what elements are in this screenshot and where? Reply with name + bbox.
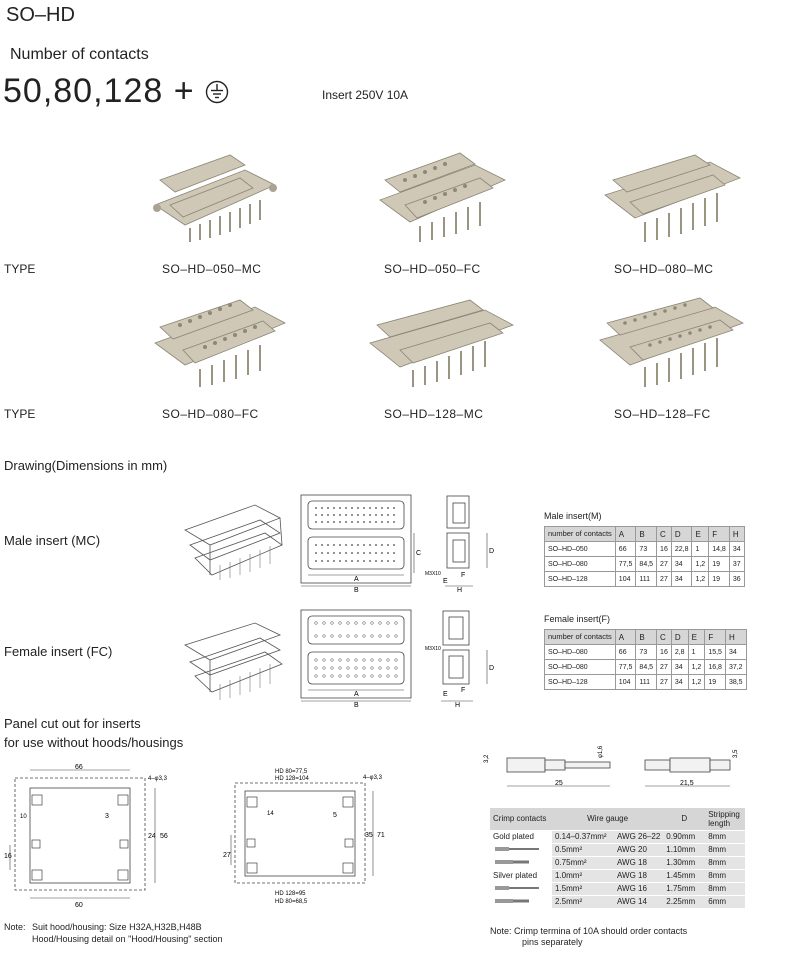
- crimp-note-line2: pins separately: [522, 937, 583, 947]
- table-cell: 6mm: [705, 895, 745, 908]
- male-insert-label: Male insert (MC): [4, 533, 101, 548]
- female-insert-table: [544, 629, 747, 690]
- contact-group: Silver plated: [490, 869, 552, 882]
- table-cell: 19: [709, 572, 730, 587]
- panel-note-line2: Hood/Housing detail on "Hood/Housing" section: [32, 934, 223, 944]
- panel-cutout-50-drawing: [0, 760, 185, 910]
- dim-60: 60: [75, 902, 83, 909]
- table-cell: 0.5mm²: [552, 843, 614, 856]
- table-row: [490, 843, 745, 856]
- product-image-128-fc: [595, 295, 745, 390]
- contact-icon: [490, 843, 552, 856]
- model-label: SO–HD–128–FC: [614, 407, 711, 421]
- product-image-128-mc: [365, 295, 515, 390]
- dim-3: 3: [105, 813, 109, 820]
- table-cell: 1.75mm: [663, 882, 705, 895]
- table-header-cell: A: [615, 630, 636, 645]
- table-header-cell: Wire gauge: [552, 808, 663, 830]
- table-cell: AWG 14: [614, 895, 663, 908]
- panel-note-label: Note:: [4, 922, 26, 932]
- dim-hd80: HD 80=77,5: [275, 769, 308, 775]
- dim-label-e: E: [443, 578, 448, 585]
- table-header-cell: Stripping length: [705, 808, 745, 830]
- type-label-row2: TYPE: [4, 407, 36, 421]
- table-cell: 36: [729, 572, 744, 587]
- table-header-cell: C: [657, 630, 672, 645]
- table-row: [545, 645, 747, 660]
- table-cell: 34: [729, 542, 744, 557]
- table-header-cell: number of contacts: [545, 527, 616, 542]
- dim-hd80-bottom: HD 80=68,5: [275, 899, 308, 905]
- table-cell: AWG 20: [614, 843, 663, 856]
- table-cell: 1.30mm: [663, 856, 705, 869]
- dim-71: 71: [377, 832, 385, 839]
- table-cell: 1.10mm: [663, 843, 705, 856]
- contact-dim-3-5: 3,5: [733, 749, 739, 758]
- table-cell: 1: [688, 645, 705, 660]
- table-header-cell: E: [692, 527, 709, 542]
- table-cell: 37: [729, 557, 744, 572]
- table-header-cell: H: [729, 527, 744, 542]
- table-cell: 19: [709, 557, 730, 572]
- dim-16: 16: [4, 853, 12, 860]
- table-cell: 38,5: [725, 675, 746, 690]
- table-header-row: [545, 630, 747, 645]
- female-side-drawing: [425, 608, 500, 708]
- dim-14: 14: [267, 811, 274, 817]
- panel-cutout-80-128-drawing: [215, 765, 400, 910]
- ground-icon: [205, 80, 229, 104]
- table-cell: AWG 18: [614, 869, 663, 882]
- dim-66: 66: [75, 764, 83, 771]
- female-contact-drawing: [640, 738, 760, 793]
- table-header-cell: F: [705, 630, 726, 645]
- dim-label-a: A: [354, 691, 359, 698]
- page-title: SO–HD: [6, 4, 75, 26]
- product-image-080-mc: [595, 150, 745, 245]
- table-cell: 8mm: [705, 830, 745, 843]
- table-header-cell: Crimp contacts: [490, 808, 552, 830]
- contact-length-25: 25: [555, 780, 563, 787]
- table-row: [545, 660, 747, 675]
- table-cell: 16: [657, 542, 672, 557]
- table-cell: 1,2: [688, 675, 705, 690]
- model-label: SO–HD–128–MC: [384, 407, 484, 421]
- table-cell: SO–HD–128: [545, 675, 616, 690]
- model-label: SO–HD–050–FC: [384, 262, 481, 276]
- table-cell: 34: [671, 675, 688, 690]
- table-header-row: [545, 527, 745, 542]
- table-cell: 104: [615, 675, 636, 690]
- table-header-cell: B: [636, 527, 657, 542]
- panel-title-2: for use without hoods/housings: [4, 735, 184, 750]
- table-cell: 84,5: [636, 557, 657, 572]
- male-insert-table: [544, 526, 745, 587]
- dim-label-b: B: [354, 587, 359, 594]
- dim-label-d: D: [489, 665, 495, 672]
- dim-5: 5: [333, 812, 337, 819]
- dim-label-f: F: [461, 572, 466, 579]
- drawing-title: Drawing(Dimensions in mm): [4, 458, 168, 473]
- dim-hd128: HD 128=104: [275, 776, 309, 782]
- panel-title-1: Panel cut out for inserts: [4, 716, 141, 731]
- dim-56: 56: [160, 833, 168, 840]
- product-image-050-mc: [135, 150, 285, 245]
- model-label: SO–HD–050–MC: [162, 262, 262, 276]
- table-cell: 8mm: [705, 856, 745, 869]
- table-row: [545, 557, 745, 572]
- screw-size-female: M3X10: [425, 646, 441, 652]
- dim-label-e: E: [443, 691, 448, 698]
- contact-dim-phi-1-6: φ1,6: [598, 745, 604, 758]
- product-image-050-fc: [365, 150, 515, 245]
- table-cell: AWG 16: [614, 882, 663, 895]
- table-cell: SO–HD–128: [545, 572, 616, 587]
- table-cell: 1.0mm²: [552, 869, 614, 882]
- table-cell: 16,8: [705, 660, 726, 675]
- table-cell: 8mm: [705, 843, 745, 856]
- male-iso-drawing: [180, 500, 290, 585]
- table-cell: 22,8: [671, 542, 692, 557]
- table-header-cell: number of contacts: [545, 630, 616, 645]
- product-image-080-fc: [145, 295, 295, 390]
- crimp-contacts-table: [490, 808, 745, 909]
- table-cell: 111: [636, 675, 657, 690]
- table-header-cell: C: [657, 527, 672, 542]
- table-cell: 2.25mm: [663, 895, 705, 908]
- table-cell: 1.5mm²: [552, 882, 614, 895]
- table-cell: 0.75mm²: [552, 856, 614, 869]
- contact-socket-icon: [493, 897, 543, 905]
- table-row: [545, 542, 745, 557]
- table-cell: 15,5: [705, 645, 726, 660]
- dim-label-h: H: [455, 702, 461, 709]
- table-cell: SO–HD–080: [545, 660, 616, 675]
- table-cell: 34: [671, 557, 692, 572]
- male-side-drawing: [425, 493, 500, 593]
- contact-group: Gold plated: [490, 830, 552, 843]
- contact-icon: [490, 882, 552, 895]
- contact-icon: [490, 895, 552, 908]
- table-header-cell: D: [671, 527, 692, 542]
- dim-24: 24: [148, 833, 156, 840]
- table-cell: 14,8: [709, 542, 730, 557]
- screw-size-male: M3X10: [425, 571, 441, 577]
- dim-35: 35: [365, 832, 373, 839]
- table-header-cell: A: [615, 527, 636, 542]
- crimp-note-line1: Note: Crimp termina of 10A should order contacts: [490, 926, 688, 936]
- table-cell: 77,5: [615, 660, 636, 675]
- table-cell: AWG 18: [614, 856, 663, 869]
- dim-label-h: H: [457, 587, 463, 594]
- table-cell: 19: [705, 675, 726, 690]
- contact-pin-icon: [493, 884, 543, 892]
- table-cell: 8mm: [705, 882, 745, 895]
- table-cell: 27: [657, 660, 672, 675]
- table-cell: AWG 26–22: [614, 830, 663, 843]
- table-cell: 73: [636, 542, 657, 557]
- female-iso-drawing: [180, 620, 290, 705]
- table-cell: 104: [615, 572, 636, 587]
- table-cell: 34: [725, 645, 746, 660]
- dim-hd128-bottom: HD 128=95: [275, 891, 306, 897]
- male-contact-drawing: [485, 738, 635, 793]
- table-row: [490, 830, 745, 843]
- dim-label-b: B: [354, 702, 359, 709]
- dim-hole: 4–φ3,3: [363, 775, 382, 781]
- table-header-cell: F: [709, 527, 730, 542]
- male-front-drawing: [296, 493, 421, 593]
- dim-10: 10: [20, 814, 27, 820]
- female-front-drawing: [296, 608, 421, 708]
- female-insert-label: Female insert (FC): [4, 644, 113, 659]
- table-cell: 37,2: [725, 660, 746, 675]
- table-cell: 1: [692, 542, 709, 557]
- male-table-caption: Male insert(M): [544, 511, 602, 521]
- table-cell: SO–HD–080: [545, 557, 616, 572]
- table-cell: 0.90mm: [663, 830, 705, 843]
- table-cell: 27: [657, 557, 672, 572]
- table-header-cell: E: [688, 630, 705, 645]
- table-cell: 27: [657, 675, 672, 690]
- dim-27: 27: [223, 852, 231, 859]
- dim-label-a: A: [354, 576, 359, 583]
- panel-note-line1: Suit hood/housing: Size H32A,H32B,H48B: [32, 922, 202, 932]
- table-cell: 34: [671, 572, 692, 587]
- table-cell: 27: [657, 572, 672, 587]
- table-header-cell: H: [725, 630, 746, 645]
- contact-count-text: 50,80,128 +: [3, 72, 195, 110]
- contact-length-21-5: 21,5: [680, 780, 694, 787]
- table-cell: 8mm: [705, 869, 745, 882]
- table-header-row: [490, 808, 745, 830]
- table-header-cell: B: [636, 630, 657, 645]
- table-row: [545, 572, 745, 587]
- contact-pin-icon: [493, 845, 543, 853]
- table-cell: 1,2: [688, 660, 705, 675]
- table-cell: 1,2: [692, 557, 709, 572]
- insert-spec: Insert 250V 10A: [322, 88, 409, 102]
- page-subtitle: Number of contacts: [10, 46, 149, 63]
- contact-socket-icon: [493, 858, 543, 866]
- dim-label-f: F: [461, 687, 466, 694]
- table-cell: 77,5: [615, 557, 636, 572]
- table-row: [490, 869, 745, 882]
- table-cell: 2,8: [671, 645, 688, 660]
- table-header-cell: D: [663, 808, 705, 830]
- contact-count: [3, 72, 229, 111]
- type-label-row1: TYPE: [4, 262, 36, 276]
- table-cell: 1.45mm: [663, 869, 705, 882]
- table-cell: 66: [615, 542, 636, 557]
- dim-label-c: C: [416, 550, 422, 557]
- dim-hole: 4–φ3,3: [148, 776, 167, 782]
- table-row: [490, 882, 745, 895]
- dim-label-d: D: [489, 548, 495, 555]
- table-cell: SO–HD–050: [545, 542, 616, 557]
- table-cell: 1,2: [692, 572, 709, 587]
- table-cell: SO–HD–080: [545, 645, 616, 660]
- table-row: [490, 895, 745, 908]
- table-header-cell: D: [671, 630, 688, 645]
- table-row: [490, 856, 745, 869]
- table-cell: 16: [657, 645, 672, 660]
- table-cell: 2.5mm²: [552, 895, 614, 908]
- table-cell: 66: [615, 645, 636, 660]
- model-label: SO–HD–080–MC: [614, 262, 714, 276]
- contact-dim-3-2: 3,2: [484, 754, 490, 763]
- table-cell: 111: [636, 572, 657, 587]
- table-cell: 0.14–0.37mm²: [552, 830, 614, 843]
- model-label: SO–HD–080–FC: [162, 407, 259, 421]
- female-table-caption: Female insert(F): [544, 614, 611, 624]
- contact-icon: [490, 856, 552, 869]
- table-row: [545, 675, 747, 690]
- table-cell: 34: [671, 660, 688, 675]
- table-cell: 73: [636, 645, 657, 660]
- table-cell: 84,5: [636, 660, 657, 675]
